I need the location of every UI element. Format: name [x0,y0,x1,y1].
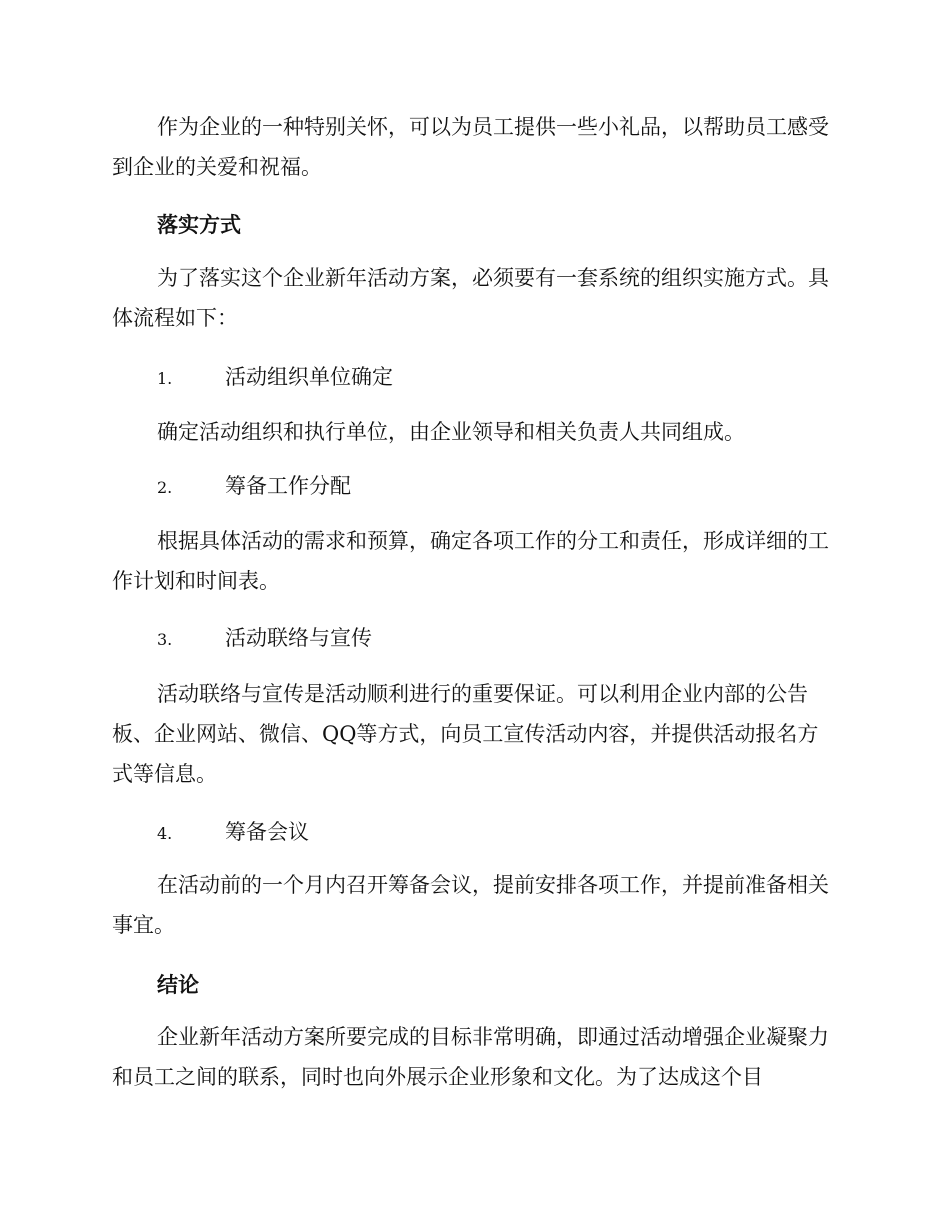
list-label: 筹备工作分配 [225,474,351,498]
paragraph-implementation-intro: 为了落实这个企业新年活动方案，必须要有一套系统的组织实施方式。具体流程如下： [112,266,829,330]
list-item-4 [157,817,309,849]
paragraph-meeting: 在活动前的一个月内召开筹备会议，提前安排各项工作，并提前准备相关事宜。 [112,873,829,937]
list-number: 1. [157,369,173,388]
paragraph-conclusion: 企业新年活动方案所要完成的目标非常明确，即通过活动增强企业凝聚力和员工之间的联系，同时也向外展示企业形象和文化。为了达成这个目 [112,1025,829,1089]
list-number: 4. [157,824,173,843]
list-number: 3. [157,630,173,649]
list-item-1 [157,362,393,394]
heading-conclusion: 结论 [157,972,199,997]
list-label: 筹备会议 [225,820,309,844]
paragraph-promotion: 活动联络与宣传是活动顺利进行的重要保证。可以利用企业内部的公告板、企业网站、微信、QQ等方式，向员工宣传活动内容，并提供活动报名方式等信息。 [112,682,819,786]
paragraph-task-allocation: 根据具体活动的需求和预算，确定各项工作的分工和责任，形成详细的工作计划和时间表。 [112,529,829,593]
list-label: 活动联络与宣传 [225,626,372,650]
heading-implementation: 落实方式 [157,212,241,237]
paragraph-organizer: 确定活动组织和执行单位，由企业领导和相关负责人共同组成。 [157,420,745,444]
list-number: 2. [157,478,173,497]
list-item-2 [157,471,351,503]
paragraph-gift: 作为企业的一种特别关怀，可以为员工提供一些小礼品，以帮助员工感受到企业的关爱和祝福。 [112,115,829,179]
list-item-3 [157,623,372,655]
list-label: 活动组织单位确定 [225,365,393,389]
